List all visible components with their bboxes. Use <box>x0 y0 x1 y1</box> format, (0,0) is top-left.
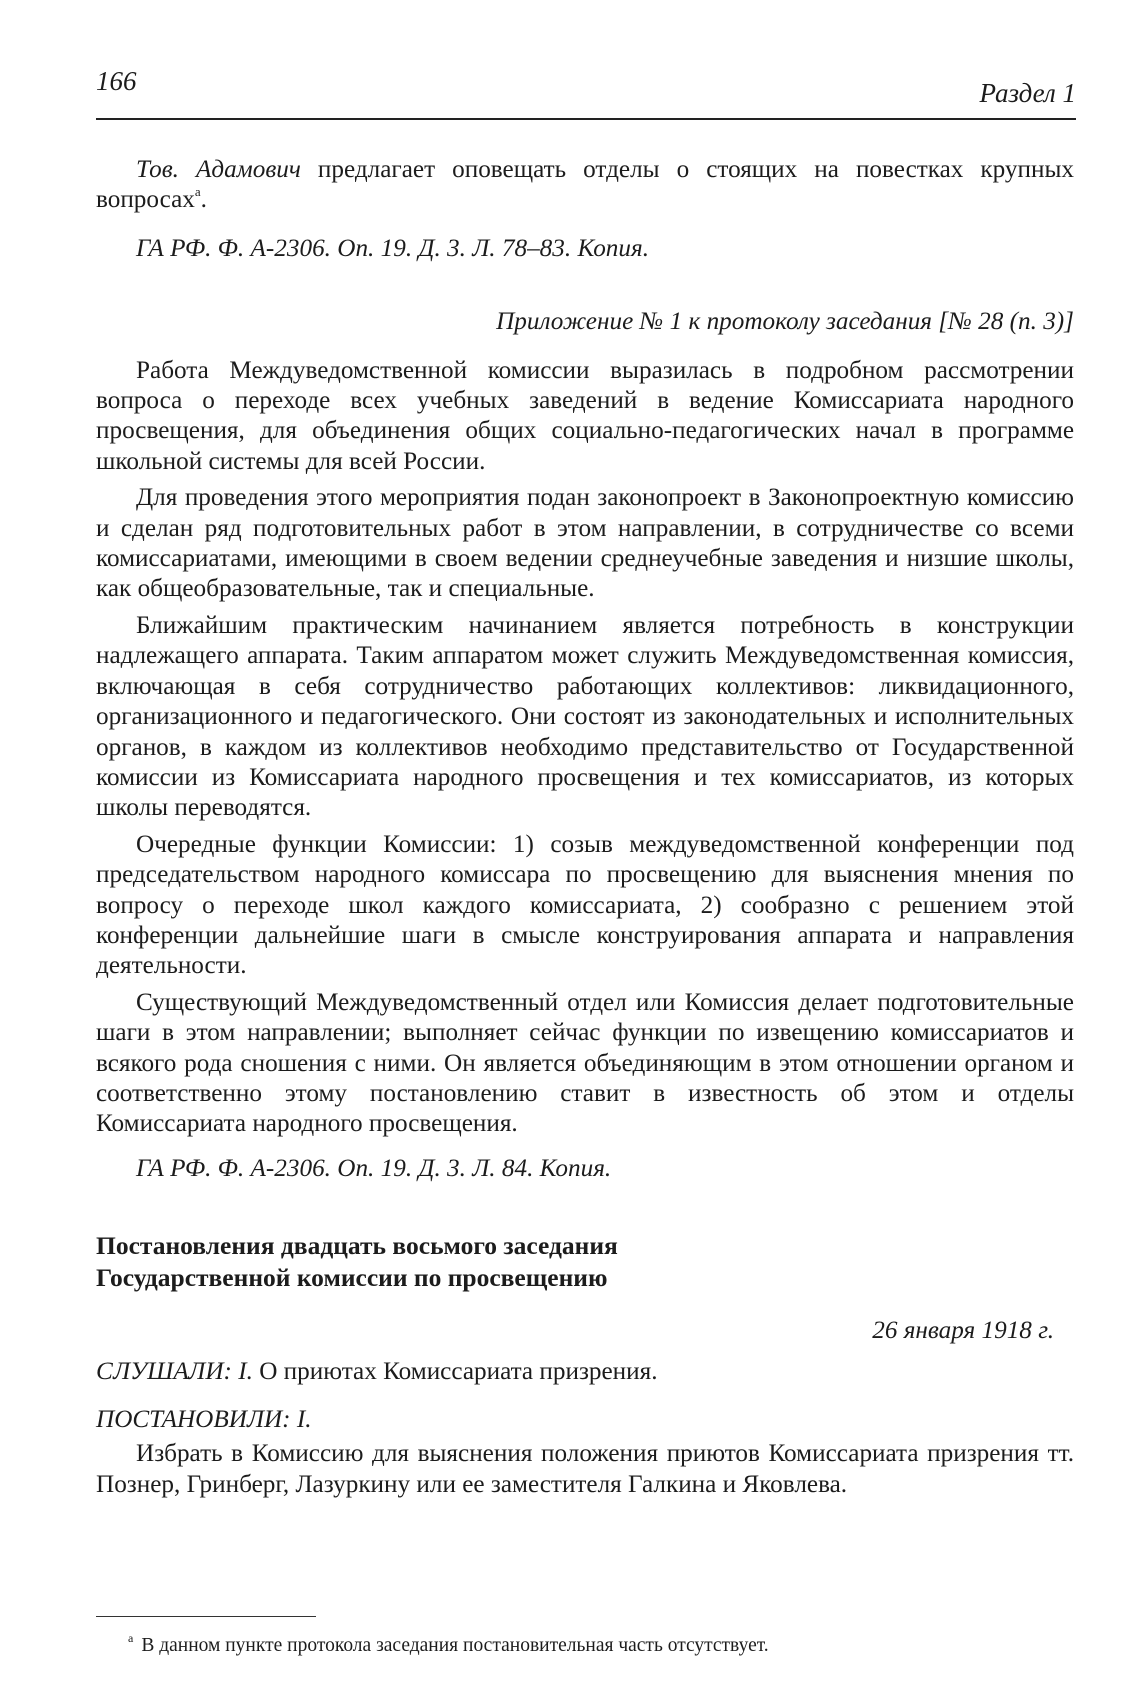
resolved-label: ПОСТАНОВИЛИ: I. <box>96 1406 312 1433</box>
adamovich-paragraph <box>96 155 1074 216</box>
archive-reference-1: ГА РФ. Ф. А-2306. Оп. 19. Д. 3. Л. 78–83. Копия. <box>136 234 649 262</box>
resolution-heading-line-1: Постановления двадцать восьмого заседания <box>96 1231 618 1261</box>
meeting-date: 26 января 1918 г. <box>872 1317 1054 1345</box>
footnote-rule <box>96 1616 316 1617</box>
speaker-name: Тов. Адамович <box>136 156 301 183</box>
appendix-title: Приложение № 1 к протоколу заседания [№ 28 (п. 3)] <box>496 308 1074 336</box>
heard-item <box>96 1357 1074 1387</box>
footnote-ref: а <box>194 184 201 200</box>
appendix-paragraph: Для проведения этого мероприятия подан законопроект в Законопроектную комиссию и сделан ряд подготовительных работ в этом направлении, в сотрудничестве со всеми комиссариатами, имеющими в своем ведении среднеучебные заведения и низшие школы, как общеобразовательные, так и специальные. <box>96 484 1074 603</box>
heard-label: СЛУШАЛИ: I. <box>96 1357 253 1385</box>
header-rule <box>96 118 1076 120</box>
footnote <box>128 1626 769 1658</box>
adamovich-end: . <box>200 186 207 214</box>
section-title: Раздел 1 <box>979 78 1076 108</box>
appendix-paragraph: Существующий Междуведомственный отдел или Комиссия делает подготовительные шаги в этом направлении; выполняет сейчас функции по извещению комиссариатов и всякого рода сношения с ними. Он является объединяющим в этом отношении органом и соответственно этому постановлению ставит в известность об этом и отделы Комиссариата народного просвещения. <box>96 988 1074 1138</box>
archive-reference-2: ГА РФ. Ф. А-2306. Оп. 19. Д. 3. Л. 84. Копия. <box>136 1154 612 1182</box>
heard-text: О приютах Комиссариата призрения. <box>252 1357 658 1385</box>
footnote-mark: а <box>128 1631 134 1645</box>
appendix-paragraph: Очередные функции Комиссии: 1) созыв междуведомственной конференции под председательством народного комиссара по просвещению для выяснения мнения по вопросу о переходе школ каждого комиссариата, 2) сообразно с решением этой конференции дальнейшие шаги в смысле конструирования аппарата и направления деятельности. <box>96 830 1074 980</box>
body-text <box>96 155 1074 1500</box>
appendix-paragraph: Ближайшим практическим начинанием является потребность в конструкции надлежащего аппарата. Таким аппаратом может служить Междуведомственная комиссия, включающая в себя сотрудничество работающих коллективов: ликвидационного, организационного и педагогического. Они состоят из законодательных и исполнительных органов, в каждом из коллективов необходимо представительство от Государственной комиссии из Комиссариата народного просвещения и тех комиссариатов, из которых школы переводятся. <box>96 611 1074 822</box>
appendix-paragraph: Работа Междуведомственной комиссии выразилась в подробном рассмотрении вопроса о переходе всех учебных заведений в ведение Комиссариата народного просвещения, для объединения общих социально-педагогических начал в программе школьной системы для всей России. <box>96 356 1074 475</box>
footnote-text: В данном пункте протокола заседания постановительная часть отсутствует. <box>141 1635 769 1656</box>
resolution-heading-line-2: Государственной комиссии по просвещению <box>96 1263 608 1293</box>
running-head <box>96 66 1076 112</box>
resolved-text: Избрать в Комиссию для выяснения положения приютов Комиссариата призрения тт. Познер, Гринберг, Лазуркину или ее заместителя Галкина и Яковлева. <box>96 1440 1074 1498</box>
page-number: 166 <box>96 66 137 96</box>
adamovich-text: предлагает оповещать отделы о стоящих на повестках крупных вопросах <box>96 156 1074 214</box>
